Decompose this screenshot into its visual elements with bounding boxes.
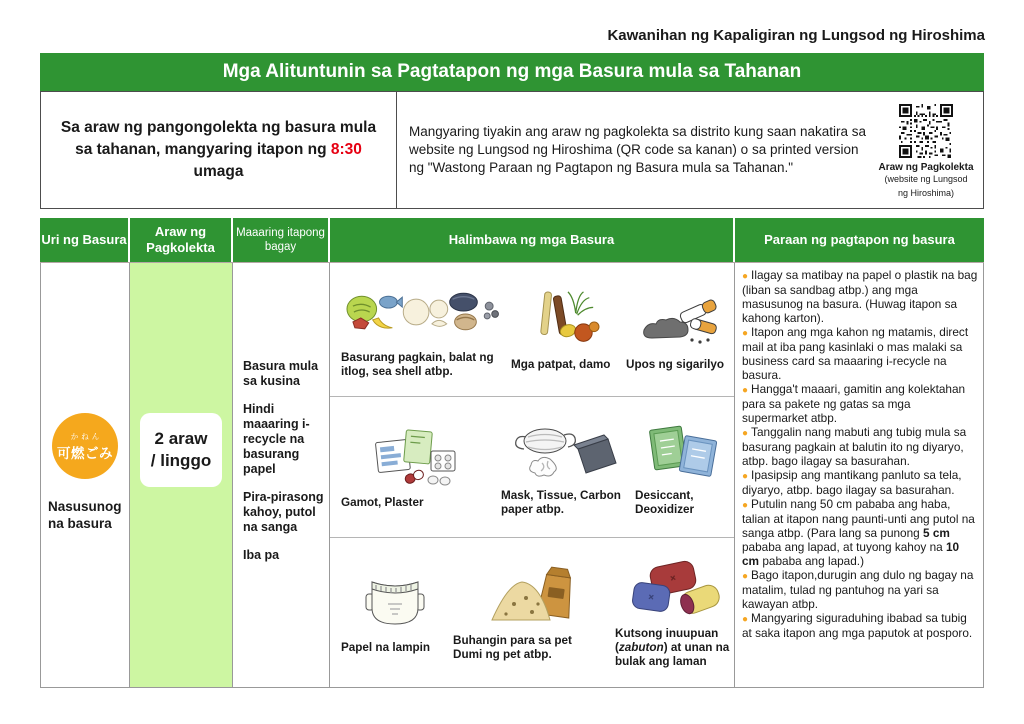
pet-sand-illustration [453, 563, 611, 629]
bullet-icon: ● [742, 327, 749, 339]
diaper-illustration [341, 570, 449, 636]
sticks-grass-illustration [511, 287, 622, 353]
instruction-item: ● Hangga't maaari, gamitin ang kolektahan para sa pakete ng gatas sa mga supermarket atbp. [742, 381, 966, 425]
instruction-item: ● Ipasipsip ang mantikang panluto sa tela, diyaryo, atbp. bago ilagay sa basurahan. [742, 467, 962, 497]
example-sticks [511, 263, 626, 396]
bullet-icon: ● [742, 470, 749, 482]
table-header-row [40, 218, 984, 262]
header-disposal-method: Paraan ng pagtapon ng basura [735, 218, 984, 262]
collection-time-text: Sa araw ng pangongolekta ng basura mula sa tahanan, mangyaring itapon ng [60, 119, 377, 159]
cushion-illustration [615, 556, 734, 622]
example-desiccant [635, 397, 735, 537]
collection-time-value: 8:30 [330, 141, 362, 159]
bullet-icon: ● [742, 271, 749, 282]
qr-caption-line2: (website ng Lungsod [884, 174, 968, 184]
page-title: Mga Alituntunin sa Pagtatapon ng mga Basura mula sa Tahanan [40, 53, 984, 91]
allowed-item: Pira-pirasong kahoy, putol na sanga [243, 490, 324, 534]
bullet-icon: ● [742, 613, 749, 625]
header-allowed-items: Maaaring itapong bagay [233, 218, 330, 262]
agency-name: Kawanihan ng Kapaligiran ng Lungsod ng Hiroshima [607, 27, 985, 44]
example-cushion [615, 538, 734, 687]
example-mask [501, 397, 635, 537]
example-label: Gamot, Plaster [341, 495, 424, 509]
instruction-item: ● Itapon ang mga kahon ng matamis, direct mail at iba pang kasinlaki o mas malaki sa business card sa maaaring i-recycle na basura. [742, 324, 969, 382]
example-pet-sand [453, 538, 615, 687]
waste-type-label: Nasusunog na basura [48, 499, 122, 531]
example-label: Desiccant, Deoxidizer [635, 488, 695, 516]
allowed-items-cell [233, 263, 330, 687]
header-examples: Halimbawa ng mga Basura [330, 218, 735, 262]
example-food-waste [341, 263, 511, 396]
waste-rules-table [40, 218, 984, 688]
check-day-text: Mangyaring tiyakin ang araw ng pagkolekta sa distrito kung saan nakatira sa website ng Lungsod ng Hiroshima (QR code sa kanan) o sa printed version ng "Wastong Paraan ng Pagtapon ng Basura mula sa Tahanan." [409, 124, 867, 175]
instruction-item: ● Ilagay sa matibay na papel o plastik na bag (liban sa sandbag atbp.) ang mga masusunog na basura. (Huwag itapon sa kahong karton). [742, 268, 978, 325]
waste-type-cell [40, 263, 130, 687]
allowed-item: Iba pa [243, 548, 280, 562]
example-medicine [341, 397, 501, 537]
instruction-item: ● Mangyaring siguraduhing ibabad sa tubig at saka itapon ang mga paputok at posporo. [742, 610, 973, 640]
check-day-notice [397, 92, 983, 208]
examples-cell [330, 263, 735, 687]
burnable-waste-badge [52, 413, 118, 479]
example-label: Upos ng sigarilyo [626, 358, 725, 372]
header-collection-day: Araw ng Pagkolekta [130, 218, 233, 262]
desiccant-illustration [635, 418, 731, 484]
cigarette-butts-illustration [626, 287, 735, 353]
mask-tissue-illustration [501, 418, 631, 484]
example-label: Basurang pagkain, balat ng itlog, sea shell atbp. [341, 351, 494, 378]
examples-row-1 [330, 263, 734, 397]
examples-row-2 [330, 397, 734, 538]
instruction-item: ● Tanggalin nang mabuti ang tubig mula sa basurang pagkain at balutin ito ng diyaryo, atbp. bago ilagay sa basurahan. [742, 424, 967, 468]
badge-furigana: かねん [70, 431, 103, 441]
example-diaper [341, 538, 453, 687]
table-data-row [40, 262, 984, 688]
instruction-item: ● Putulin nang 50 cm pababa ang haba, talian at itapon nang paunti-unti ang putol na sanga atbp. (Para lang sa punong 5 cm pababa ang lapad, at tuyong kahoy na 10 cm pababa ang lapad.) [742, 496, 975, 568]
allowed-item: Basura mula sa kusina [243, 359, 319, 388]
header-waste-type: Uri ng Basura [40, 218, 130, 262]
example-label: Buhangin para sa pet [453, 634, 572, 648]
collection-frequency: 2 araw / linggo [140, 413, 222, 487]
example-cigarette [626, 263, 735, 396]
example-label: Mask, Tissue, Carbon paper atbp. [501, 488, 621, 516]
qr-code-icon [899, 104, 953, 158]
bullet-icon: ● [742, 499, 749, 511]
medicine-illustration [341, 425, 497, 491]
instruction-list [742, 268, 978, 640]
qr-caption-title: Araw ng Pagkolekta [878, 162, 974, 173]
food-waste-illustration [341, 280, 507, 346]
example-label: Kutsong inuupuan (zabuton) at unan na bulak ang laman [615, 627, 730, 668]
allowed-item: Hindi maaaring i-recycle na basurang papel [243, 402, 310, 476]
examples-row-3 [330, 538, 734, 687]
qr-block [877, 100, 983, 200]
bullet-icon: ● [742, 384, 749, 396]
bullet-icon: ● [742, 570, 749, 582]
example-label: Mga patpat, damo [511, 358, 611, 372]
collection-time-suffix: umaga [193, 162, 244, 180]
badge-kanji: 可燃ごみ [57, 445, 113, 461]
collection-day-cell [130, 263, 233, 687]
notice-box [40, 91, 984, 209]
example-label: Dumi ng pet atbp. [453, 648, 552, 661]
example-label: Papel na lampin [341, 641, 430, 655]
qr-caption-line3: ng Hiroshima) [897, 187, 955, 198]
collection-time-notice [41, 92, 397, 208]
instruction-item: ● Bago itapon,durugin ang dulo ng bagay na matalim, tulad ng pantuhog na yari sa kawayan atbp. [742, 567, 974, 611]
bullet-icon: ● [742, 427, 749, 439]
disposal-method-cell [735, 263, 984, 687]
